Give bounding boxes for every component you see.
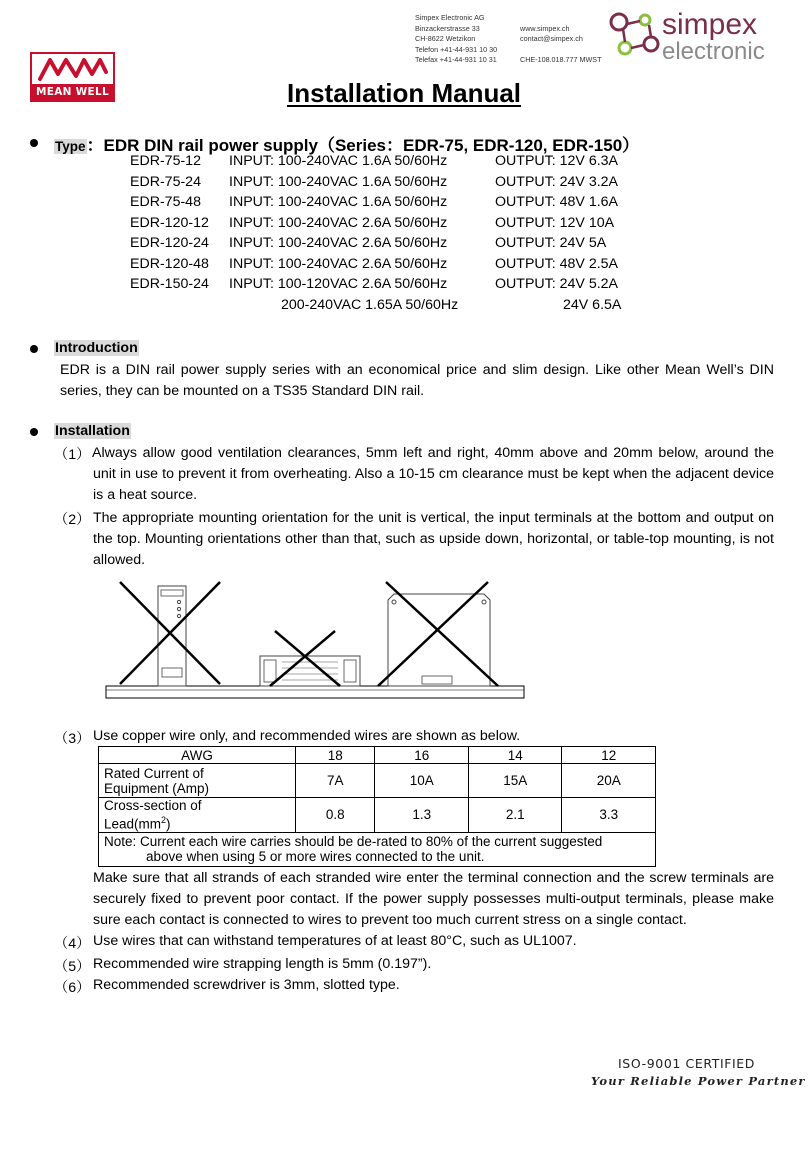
- bullet-icon: [30, 139, 38, 147]
- table-row: Rated Current of Equipment (Amp) 7A 10A 15A 20A: [99, 764, 656, 798]
- item-number: （2）: [54, 512, 91, 528]
- installation-item-3: Use copper wire only, and recommended wires are shown as below.: [93, 728, 521, 744]
- item-number: （5）: [54, 959, 91, 975]
- bullet-icon: [30, 345, 38, 353]
- spec-row: EDR-150-24 INPUT: 100-120VAC 2.6A 50/60Hz OUTPUT: 24V 5.2A: [130, 276, 619, 292]
- spec-row: EDR-75-12 INPUT: 100-240VAC 1.6A 50/60Hz OUTPUT: 12V 6.3A: [130, 153, 619, 169]
- mounting-orientation-diagram: [100, 576, 530, 702]
- item-number: （4）: [54, 936, 91, 952]
- type-label: Type: [55, 139, 86, 154]
- type-text: ：EDR DIN rail power supply（Series：EDR-75, EDR-120, EDR-150）: [86, 136, 640, 155]
- installation-item-1: Always allow good ventilation clearances, 5mm left and right, 40mm above and 20mm below, around the unit in use to prevent it from overheating. Also a 10-15 cm clearance must be kept when the adjacent device is a heat source.: [92, 445, 774, 503]
- simpex-molecule-icon: [605, 10, 665, 62]
- installation-item-6: Recommended screwdriver is 3mm, slotted type.: [93, 977, 400, 993]
- tagline: Your Reliable Power Partner: [591, 1074, 806, 1088]
- simpex-wordmark: simpex: [662, 8, 758, 41]
- table-row: [99, 832, 656, 866]
- simpex-contact: www.simpex.ch contact@simpex.ch CHE-108.018.777 MWST: [520, 23, 602, 64]
- spec-row: EDR-75-48 INPUT: 100-240VAC 1.6A 50/60Hz OUTPUT: 48V 1.6A: [130, 194, 619, 210]
- model-spec-list: [0, 153, 808, 317]
- introduction-heading: Introduction: [55, 340, 138, 356]
- simpex-address: Simpex Electronic AG Binzackerstrasse 33 CH-8622 Wetzikon Telefon +41-44-931 10 30 Telefax +41-44-931 10 31: [415, 13, 498, 64]
- installation-heading: Installation: [55, 423, 130, 439]
- wire-spec-table: [98, 746, 656, 867]
- item-number: （6）: [54, 980, 91, 996]
- meanwell-brand-text: MEAN WELL: [32, 84, 113, 100]
- spec-row: 200-240VAC 1.65A 50/60Hz 24V 6.5A: [281, 296, 622, 313]
- table-note-2: above when using 5 or more wires connected to the unit.: [146, 849, 485, 864]
- item-number: （1）: [54, 447, 91, 463]
- introduction-text: EDR is a DIN rail power supply series with an economical price and slim design. Like other Mean Well’s DIN series, they can be mounted on a TS35 Standard DIN rail.: [60, 362, 774, 399]
- bullet-icon: [30, 428, 38, 436]
- table-top-unit: [378, 582, 498, 686]
- page-title: Installation Manual: [286, 78, 522, 108]
- table-note-1: Note: Current each wire carries should be de-rated to 80% of the current suggested: [104, 834, 603, 849]
- item-number: （3）: [54, 731, 91, 747]
- spec-row: EDR-120-48 INPUT: 100-240VAC 2.6A 50/60Hz OUTPUT: 48V 2.5A: [130, 255, 619, 272]
- installation-item-4: Use wires that can withstand temperatures of at least 80°C, such as UL1007.: [93, 933, 577, 949]
- spec-row: EDR-75-24 INPUT: 100-240VAC 1.6A 50/60Hz OUTPUT: 24V 3.2A: [130, 173, 619, 190]
- iso-certified-label: ISO-9001 CERTIFIED: [618, 1056, 756, 1071]
- horizontal-unit: [260, 631, 360, 686]
- table-row: AWG 18 16 14 12: [99, 747, 656, 764]
- stranded-wire-text: Make sure that all strands of each stranded wire enter the terminal connection and the screw terminals are securely fixed to prevent poor contact. If the power supply possesses multi-output terminals, please make sure each contact is connected to wires to prevent too much current stress on a single contact.: [93, 870, 774, 928]
- installation-item-5: Recommended wire strapping length is 5mm (0.197”).: [93, 956, 432, 972]
- spec-row: EDR-120-12 INPUT: 100-240VAC 2.6A 50/60Hz OUTPUT: 12V 10A: [130, 214, 615, 231]
- installation-item-2: The appropriate mounting orientation for the unit is vertical, the input terminals at the bottom and output on the top. Mounting orientations other than that, such as upside down, horizontal, or table-top mounting, is not allowed.: [93, 510, 774, 568]
- table-row: Cross-section of $Lead(mm^2)$ 0.8 1.3 2.1 3.3: [99, 798, 656, 833]
- upside-down-unit: [120, 582, 220, 686]
- spec-row: EDR-120-24 INPUT: 100-240VAC 2.6A 50/60Hz OUTPUT: 24V 5A: [130, 235, 607, 251]
- simpex-wordmark-sub: electronic: [662, 38, 765, 65]
